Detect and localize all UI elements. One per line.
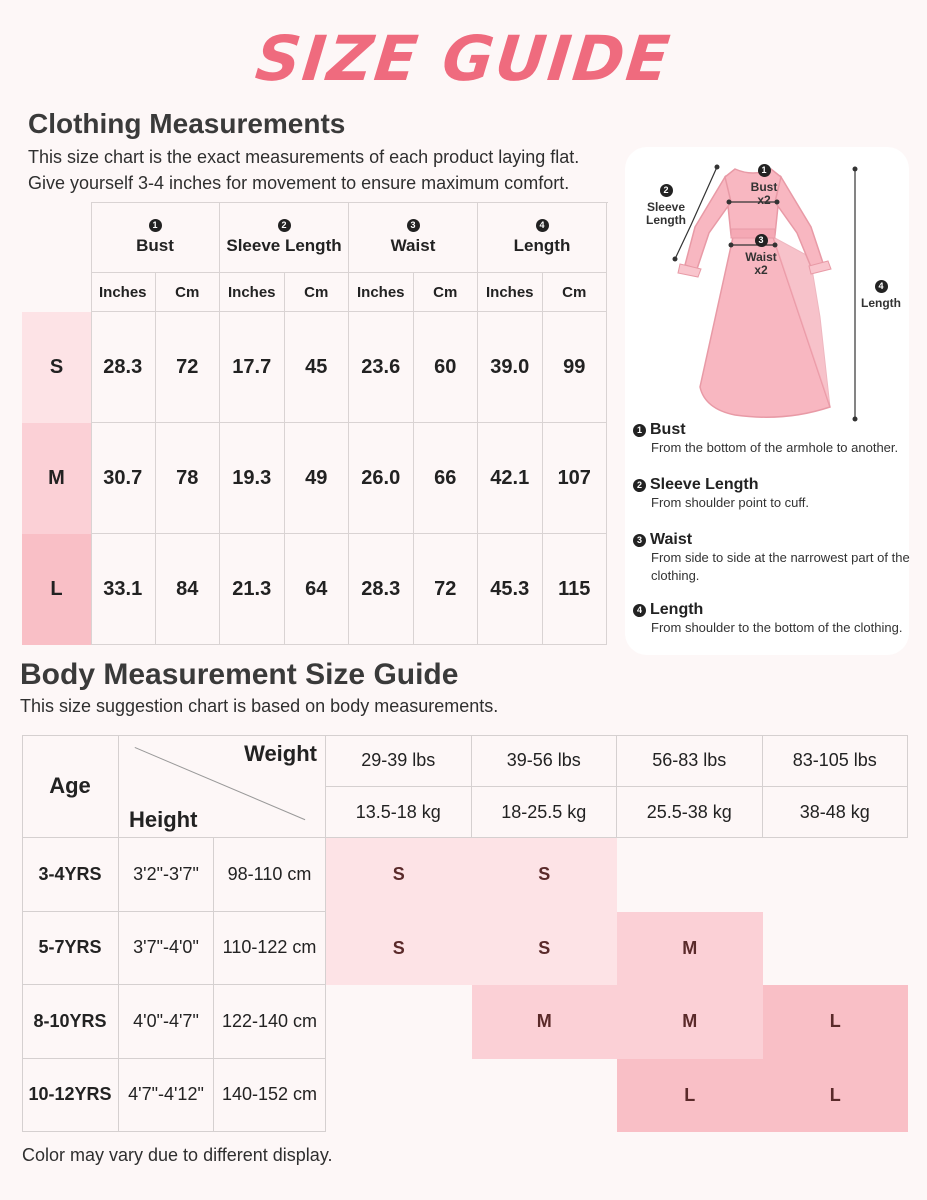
unit-header: Cm (285, 273, 350, 312)
legend-number-badge: 1 (633, 424, 646, 437)
length-diagram-label: Length (861, 296, 901, 310)
body-size-table (22, 735, 908, 1133)
column-number-badge: 3 (407, 219, 420, 232)
recommended-size-cell: M (617, 912, 763, 986)
column-label: Sleeve Length (226, 235, 342, 255)
measurement-cell: 45.3 (478, 534, 543, 645)
clothing-column-header (349, 202, 478, 273)
measurement-cell: 28.3 (349, 534, 414, 645)
legend-item-title (633, 421, 918, 439)
measurement-cell: 84 (156, 534, 221, 645)
legend-item-title (633, 531, 918, 549)
recommended-size-cell: M (617, 985, 763, 1059)
measurement-cell: 107 (543, 423, 608, 534)
clothing-measurements-table (22, 202, 608, 645)
height-ft-cell: 4'7"-4'12" (119, 1059, 214, 1133)
footer-note: Color may vary due to different display. (22, 1145, 333, 1165)
bust-multiplier: x2 (757, 193, 771, 207)
unit-header: Cm (156, 273, 221, 312)
bust-diagram-label: Bust (750, 180, 778, 194)
clothing-heading: Clothing Measurements (28, 108, 346, 139)
measurement-cell: 99 (543, 312, 608, 423)
body-heading: Body Measurement Size Guide (20, 658, 459, 691)
measurement-cell: 115 (543, 534, 608, 645)
measurement-cell: 78 (156, 423, 221, 534)
height-label: Height (129, 807, 198, 832)
recommended-size-cell: L (617, 1059, 763, 1133)
column-number-badge: 1 (149, 219, 162, 232)
legend-item (633, 476, 918, 512)
bust-number-badge: 1 (758, 164, 771, 177)
unit-header: Inches (220, 273, 285, 312)
weight-lbs-header: 56-83 lbs (617, 735, 763, 787)
measurement-cell: 19.3 (220, 423, 285, 534)
height-ft-cell: 4'0"-4'7" (119, 985, 214, 1059)
recommended-size-cell: S (326, 912, 472, 986)
unit-header: Cm (543, 273, 608, 312)
column-label: Waist (390, 235, 436, 255)
unit-header: Inches (349, 273, 414, 312)
size-label-cell: L (22, 534, 91, 645)
recommended-size-cell: L (763, 985, 909, 1059)
legend-title-text: Bust (650, 421, 686, 438)
age-header: Age (22, 735, 119, 838)
weight-lbs-header: 29-39 lbs (326, 735, 472, 787)
clothing-column-header (478, 202, 607, 273)
sleeve-diagram-label-1: Sleeve (646, 200, 686, 214)
legend-item (633, 421, 918, 457)
height-ft-cell: 3'7"-4'0" (119, 912, 214, 986)
weight-height-corner (119, 735, 326, 838)
clothing-subtitle-line2: Give yourself 3-4 inches for movement to ensure maximum comfort. (28, 173, 570, 193)
recommended-size-cell: M (472, 985, 618, 1059)
measurement-cell: 64 (285, 534, 350, 645)
sleeve-diagram-label-2: Length (646, 213, 686, 227)
measurement-cell: 66 (414, 423, 479, 534)
clothing-subtitle-line1: This size chart is the exact measurements of each product laying flat. (28, 147, 580, 167)
body-subtitle: This size suggestion chart is based on body measurements. (20, 696, 499, 716)
weight-kg-header: 18-25.5 kg (472, 787, 618, 838)
measurement-cell: 17.7 (220, 312, 285, 423)
measurement-cell: 42.1 (478, 423, 543, 534)
measurement-cell: 28.3 (91, 312, 156, 423)
age-cell: 3-4YRS (22, 838, 119, 912)
weight-lbs-header: 39-56 lbs (472, 735, 618, 787)
legend-item (633, 601, 918, 637)
measurement-cell: 72 (156, 312, 221, 423)
sleeve-number-badge: 2 (660, 184, 673, 197)
unit-header: Inches (478, 273, 543, 312)
waist-multiplier: x2 (754, 263, 768, 277)
measurement-cell: 72 (414, 534, 479, 645)
measurement-cell: 49 (285, 423, 350, 534)
waist-number-badge: 3 (755, 234, 768, 247)
age-cell: 5-7YRS (22, 912, 119, 986)
measurement-cell: 39.0 (478, 312, 543, 423)
age-cell: 10-12YRS (22, 1059, 119, 1133)
size-label-cell: S (22, 312, 91, 423)
weight-kg-header: 25.5-38 kg (617, 787, 763, 838)
waist-diagram-label: Waist (745, 250, 777, 264)
clothing-column-header (220, 202, 349, 273)
recommended-size-cell: S (472, 912, 618, 986)
column-number-badge: 4 (536, 219, 549, 232)
legend-item-description: From shoulder to the bottom of the clothing. (651, 620, 903, 635)
legend-title-text: Waist (650, 531, 693, 548)
height-cm-cell: 140-152 cm (214, 1059, 326, 1133)
measurement-cell: 26.0 (349, 423, 414, 534)
length-number-badge: 4 (875, 280, 888, 293)
age-cell: 8-10YRS (22, 985, 119, 1059)
legend-title-text: Length (650, 601, 704, 618)
weight-lbs-header: 83-105 lbs (763, 735, 909, 787)
page-title: SIZE GUIDE (252, 22, 675, 95)
legend-number-badge: 4 (633, 604, 646, 617)
weight-kg-header: 38-48 kg (763, 787, 909, 838)
height-cm-cell: 110-122 cm (214, 912, 326, 986)
unit-header: Inches (91, 273, 156, 312)
height-cm-cell: 98-110 cm (214, 838, 326, 912)
clothing-column-header (91, 202, 220, 273)
legend-item (633, 531, 918, 585)
weight-label: Weight (244, 741, 317, 766)
measurement-cell: 45 (285, 312, 350, 423)
size-label-cell: M (22, 423, 91, 534)
column-number-badge: 2 (278, 219, 291, 232)
recommended-size-cell: L (763, 1059, 909, 1133)
legend-number-badge: 2 (633, 479, 646, 492)
measurement-cell: 60 (414, 312, 479, 423)
column-label: Bust (136, 235, 174, 255)
height-ft-cell: 3'2"-3'7" (119, 838, 214, 912)
legend-item-title (633, 601, 918, 619)
recommended-size-cell: S (472, 838, 618, 912)
height-cm-cell: 122-140 cm (214, 985, 326, 1059)
legend-item-description: From side to side at the narrowest part of the clothing. (651, 550, 910, 583)
legend-number-badge: 3 (633, 534, 646, 547)
legend-item-description: From shoulder point to cuff. (651, 495, 810, 510)
recommended-size-cell: S (326, 838, 472, 912)
measurement-cell: 30.7 (91, 423, 156, 534)
unit-header: Cm (414, 273, 479, 312)
measurement-cell: 23.6 (349, 312, 414, 423)
column-label: Length (513, 235, 571, 255)
legend-item-description: From the bottom of the armhole to another. (651, 440, 899, 455)
measurement-cell: 21.3 (220, 534, 285, 645)
weight-kg-header: 13.5-18 kg (326, 787, 472, 838)
measurement-cell: 33.1 (91, 534, 156, 645)
legend-item-title (633, 476, 918, 494)
legend-title-text: Sleeve Length (650, 476, 759, 493)
